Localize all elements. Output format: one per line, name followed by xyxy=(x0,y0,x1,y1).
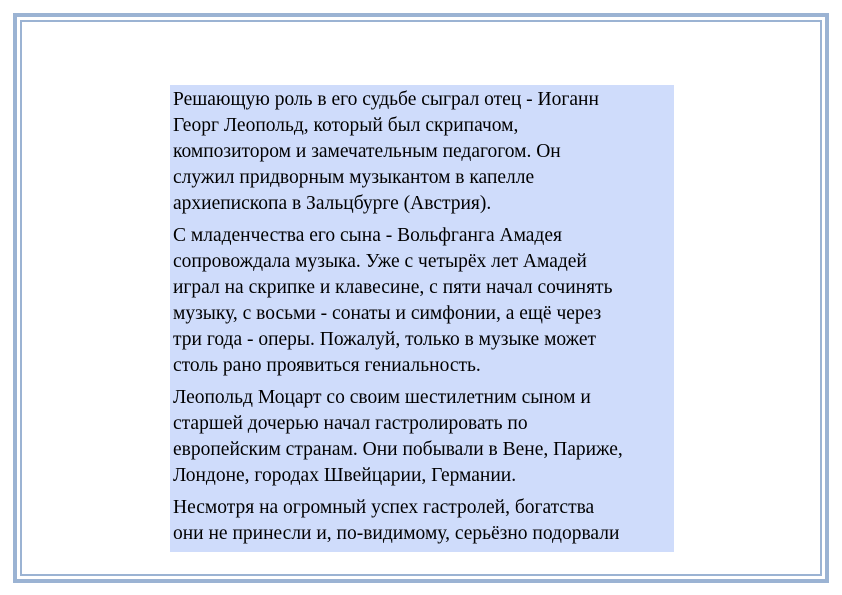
paragraph-1: Решающую роль в его судьбе сыграл отец - Иоганн Георг Леопольд, который был скрипачом, композитором и замечательным педагогом. Он служил придворным музыкантом в капелле архиепископа в Зальцбурге (Австрия). xyxy=(173,89,599,214)
paragraph-2: С младенчества его сына - Вольфганга Амадея сопровождала музыка. Уже с четырёх лет Амадей играл на скрипке и клавесине, с пяти начал сочинять музыку, с восьми - сонаты и симфонии, а ещё через три года - оперы. Пожалуй, только в музыке может столь рано проявиться гениальность. xyxy=(173,225,613,376)
paragraph-4: Несмотря на огромный успех гастролей, богатства они не принесли и, по-видимому, серьёзно подорвали xyxy=(173,497,620,544)
paragraph-3: Леопольд Моцарт со своим шестилетним сыном и старшей дочерью начал гастролировать по европейским странам. Они побывали в Вене, Париже, Лондоне, городах Швейцарии, Германии. xyxy=(173,387,623,486)
text-block xyxy=(170,85,674,552)
